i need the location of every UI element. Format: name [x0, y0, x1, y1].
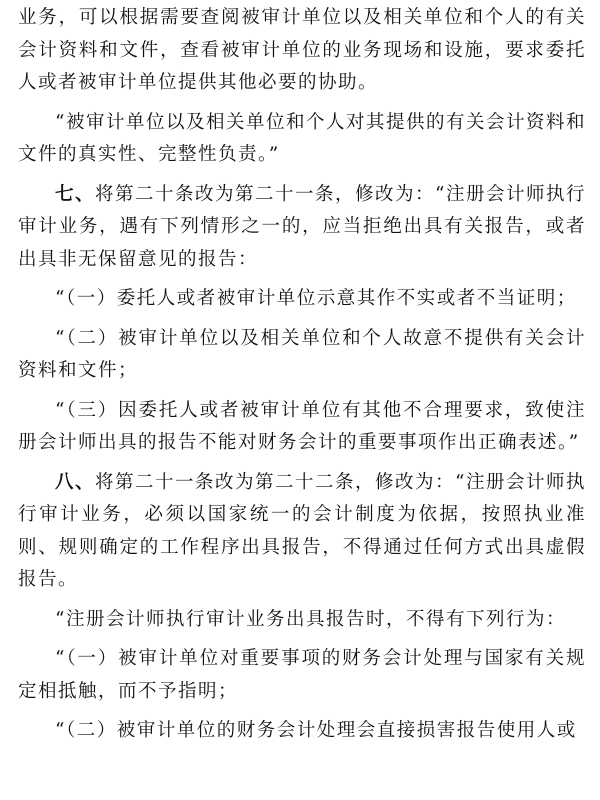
- paragraph-text: 将第二十一条改为第二十二条，修改为：“注册会计师执行审计业务，必须以国家统一的会计制度为依据，按照执业准则、规则确定的工作程序出具报告，不得通过任何方式出具虚假报告。: [18, 471, 586, 590]
- article-number: 七、: [55, 183, 96, 205]
- paragraph-prohibited-one: [18, 643, 586, 708]
- article-number: 八、: [55, 471, 96, 493]
- paragraph-text: “（一）委托人或者被审计单位示意其作不实或者不当证明；: [55, 288, 577, 309]
- paragraph-text: “（三）因委托人或者被审计单位有其他不合理要求，致使注册会计师出具的报告不能对财务会计的重要事项作出正确表述。”: [18, 399, 586, 453]
- paragraph-prohibited-intro: [18, 604, 586, 637]
- paragraph-prohibited-two: [18, 715, 586, 748]
- paragraph-item-three: [18, 395, 586, 460]
- paragraph-item-two: [18, 323, 586, 388]
- paragraph-responsibility: [18, 107, 586, 172]
- paragraph-continuation: [18, 2, 586, 100]
- paragraph-text: 业务，可以根据需要查阅被审计单位以及相关单位和个人的有关会计资料和文件，查看被审计单位的业务现场和设施，要求委托人或者被审计单位提供其他必要的协助。: [18, 7, 586, 93]
- paragraph-text: “（一）被审计单位对重要事项的财务会计处理与国家有关规定相抵触，而不予指明；: [18, 648, 586, 702]
- paragraph-article-eight: [18, 467, 586, 597]
- paragraph-text: “被审计单位以及相关单位和个人对其提供的有关会计资料和文件的真实性、完整性负责。”: [18, 111, 586, 165]
- paragraph-text: 将第二十条改为第二十一条，修改为：“注册会计师执行审计业务，遇有下列情形之一的，应当拒绝出具有关报告，或者出具非无保留意见的报告：: [18, 183, 586, 270]
- paragraph-text: “（二）被审计单位的财务会计处理会直接损害报告使用人或: [55, 720, 577, 741]
- paragraph-item-one: [18, 283, 586, 316]
- paragraph-article-seven: [18, 179, 586, 277]
- paragraph-text: “（二）被审计单位以及相关单位和个人故意不提供有关会计资料和文件；: [18, 327, 586, 381]
- paragraph-text: “注册会计师执行审计业务出具报告时，不得有下列行为：: [55, 608, 566, 630]
